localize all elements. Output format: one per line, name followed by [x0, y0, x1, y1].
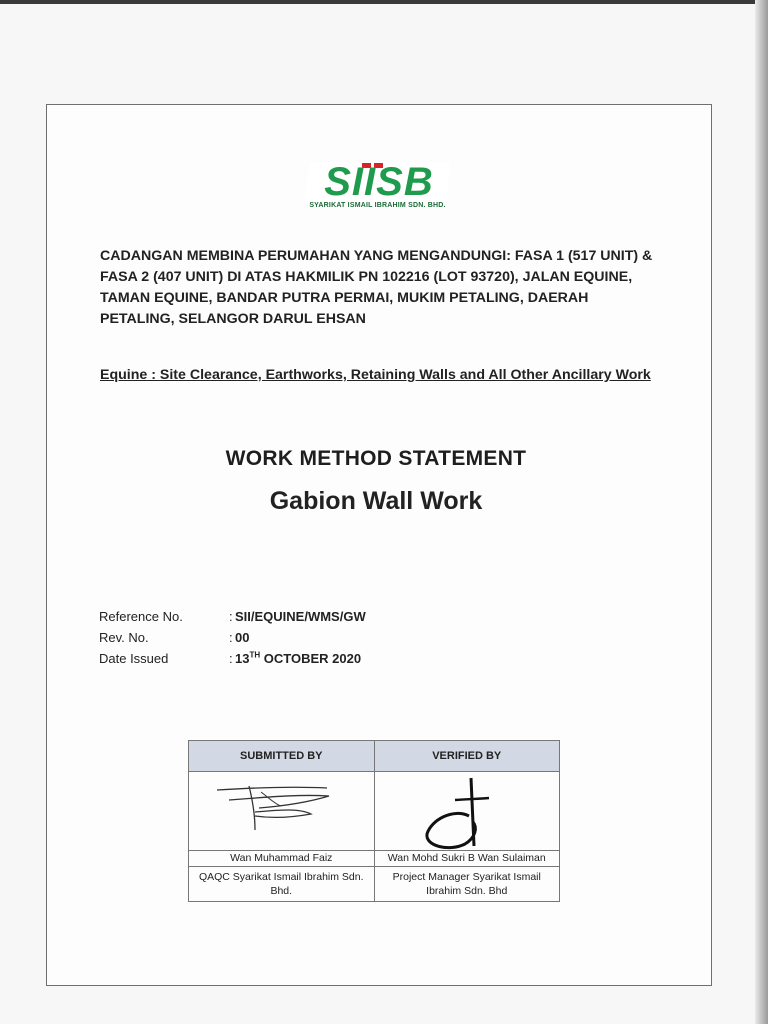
logo-company-name: SYARIKAT ISMAIL IBRAHIM SDN. BHD.	[309, 202, 446, 209]
signature-name-row	[189, 851, 560, 867]
meta-colon: :	[229, 609, 233, 624]
meta-value: 00	[235, 630, 250, 645]
meta-label: Date Issued	[99, 651, 169, 666]
submitted-by-header: SUBMITTED BY	[189, 741, 375, 772]
scope-of-work: Equine : Site Clearance, Earthworks, Retaining Walls and All Other Ancillary Work	[100, 367, 651, 383]
submitted-signature-cell	[189, 772, 375, 851]
verified-name: Wan Mohd Sukri B Wan Sulaiman	[374, 851, 560, 867]
verified-signature-cell	[374, 772, 560, 851]
verified-role: Project Manager Syarikat Ismail Ibrahim Sdn. Bhd	[374, 867, 560, 902]
signature-header-row	[189, 741, 560, 772]
logo-brand-text: SIISB	[324, 160, 434, 204]
meta-label: Rev. No.	[99, 630, 149, 645]
meta-value	[235, 648, 361, 669]
scan-edge-right	[755, 0, 768, 1024]
project-title: CADANGAN MEMBINA PERUMAHAN YANG MENGANDUNGI: FASA 1 (517 UNIT) & FASA 2 (407 UNIT) DI ATAS HAKMILIK PN 102216 (LOT 93720), JALAN EQUINE, TAMAN EQUINE, BANDAR PUTRA PERMAI, MUKIM PETALING, DAERAH PETALING, SELANGOR DARUL EHSAN	[100, 248, 653, 327]
submitted-signature	[189, 772, 375, 850]
submitted-name: Wan Muhammad Faiz	[189, 851, 375, 867]
company-logo	[300, 160, 455, 214]
date-ordinal: TH	[249, 650, 261, 660]
scan-edge-top	[0, 0, 768, 4]
verified-by-header: VERIFIED BY	[374, 741, 560, 772]
date-month-year: OCTOBER 2020	[260, 651, 362, 666]
meta-colon: :	[229, 651, 233, 666]
meta-colon: :	[229, 630, 233, 645]
date-day: 13	[235, 651, 250, 666]
meta-value: SII/EQUINE/WMS/GW	[235, 609, 366, 624]
meta-label: Reference No.	[99, 609, 183, 624]
signature-image-row	[189, 772, 560, 851]
document-type-heading: WORK METHOD STATEMENT	[225, 447, 527, 470]
signature-role-row	[189, 867, 560, 902]
submitted-role: QAQC Syarikat Ismail Ibrahim Sdn. Bhd.	[189, 867, 375, 902]
document-title: Gabion Wall Work	[269, 487, 483, 515]
verified-signature	[375, 772, 561, 850]
signature-table	[188, 740, 560, 902]
